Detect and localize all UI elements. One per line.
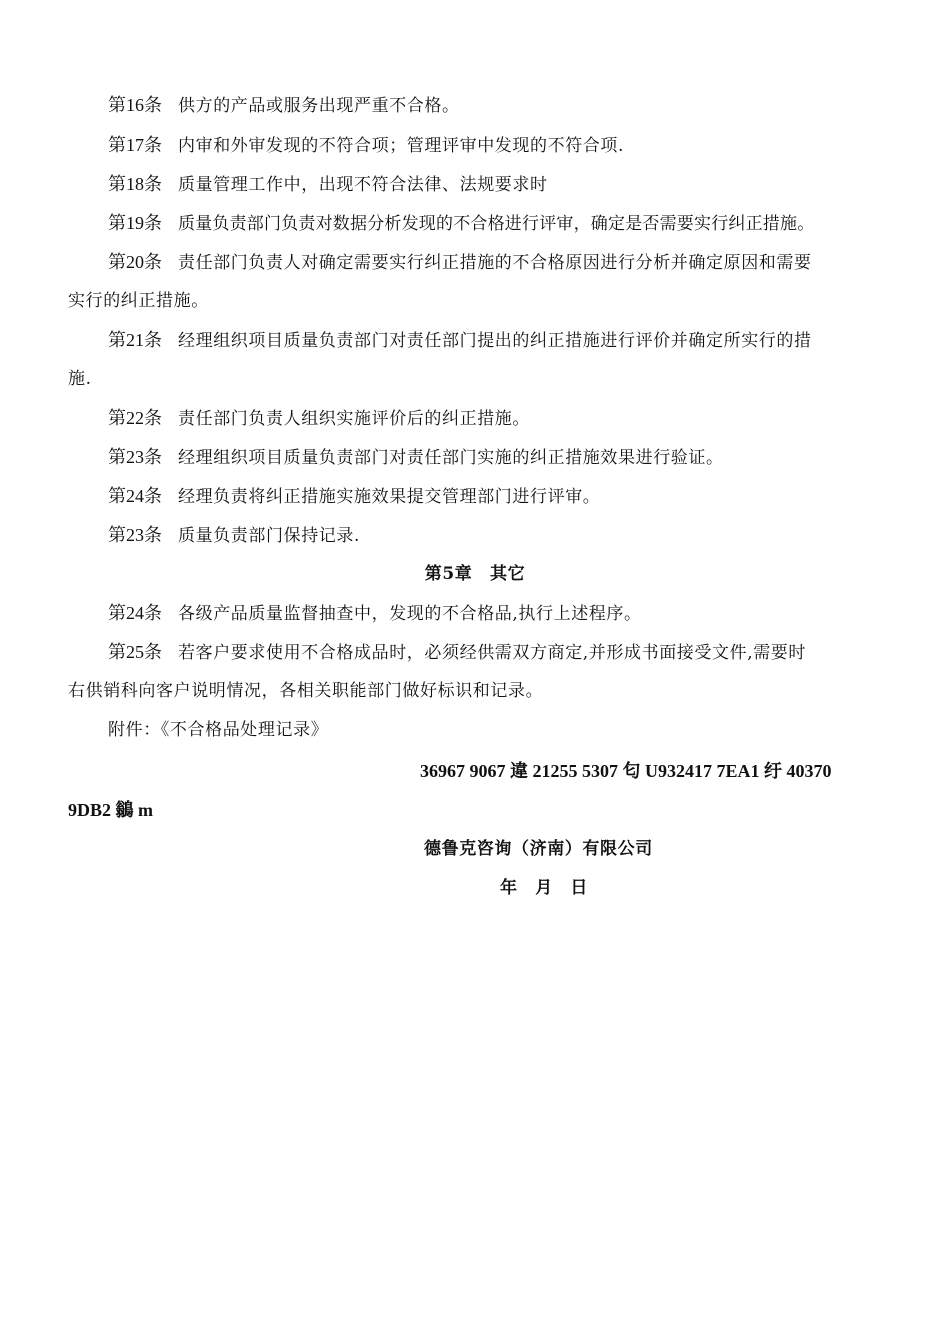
article-text: 各级产品质量监督抽查中，发现的不合格品,执行上述程序。 <box>178 604 642 624</box>
article-text: 经理组织项目质量负责部门对责任部门提出的纠正措施进行评价并确定所实行的措 <box>178 331 812 351</box>
attachment-line: 附件：《不合格品处理记录》 <box>108 720 329 740</box>
article-25-continuation: 右供销科向客户说明情况，各相关职能部门做好标识和记录。 <box>68 681 544 701</box>
article-label: 第25条 <box>108 642 162 662</box>
article-24 <box>108 485 600 508</box>
article-label: 第23条 <box>108 447 162 467</box>
code-line-2: 9DB2 鶲 m <box>68 800 153 820</box>
article-23-records <box>108 524 360 547</box>
article-21-continuation: 施. <box>68 369 92 389</box>
article-label: 第19条 <box>108 213 162 233</box>
article-24-chapter5 <box>108 602 642 625</box>
article-21 <box>108 329 812 352</box>
date-line: 年 月 日 <box>500 878 588 898</box>
article-label: 第20条 <box>108 252 162 272</box>
article-20 <box>108 251 812 274</box>
article-label: 第18条 <box>108 174 162 194</box>
article-25 <box>108 641 806 664</box>
article-text: 经理组织项目质量负责部门对责任部门实施的纠正措施效果进行验证。 <box>178 448 724 468</box>
article-label: 第16条 <box>108 95 162 115</box>
article-18 <box>108 173 548 196</box>
article-23 <box>108 446 724 469</box>
article-text: 经理负责将纠正措施实施效果提交管理部门进行评审。 <box>178 487 601 507</box>
article-label: 第24条 <box>108 603 162 623</box>
article-20-continuation: 实行的纠正措施。 <box>68 291 209 311</box>
article-text: 供方的产品或服务出现严重不合格。 <box>178 96 460 116</box>
article-label: 第22条 <box>108 408 162 428</box>
article-19 <box>108 212 814 235</box>
article-label: 第17条 <box>108 135 162 155</box>
article-label: 第23条 <box>108 525 162 545</box>
article-text: 质量负责部门负责对数据分析发现的不合格进行评审，确定是否需要实行纠正措施。 <box>178 214 815 234</box>
company-name: 德鲁克咨询（济南）有限公司 <box>424 839 653 859</box>
code-line-1: 36967 9067 違 21255 5307 匂 U932417 7EA1 纡 40370 <box>420 761 832 781</box>
article-label: 第21条 <box>108 330 162 350</box>
article-16 <box>108 94 460 117</box>
article-text: 责任部门负责人组织实施评价后的纠正措施。 <box>178 409 530 429</box>
article-text: 责任部门负责人对确定需要实行纠正措施的不合格原因进行分析并确定原因和需要 <box>178 253 812 273</box>
article-text: 质量管理工作中，出现不符合法律、法规要求时 <box>178 175 548 195</box>
article-label: 第24条 <box>108 486 162 506</box>
article-text: 内审和外审发现的不符合项；管理评审中发现的不符合项. <box>178 136 625 156</box>
article-text: 若客户要求使用不合格成品时，必须经供需双方商定,并形成书面接受文件,需要时 <box>178 643 807 663</box>
article-text: 质量负责部门保持记录. <box>178 526 361 546</box>
article-17 <box>108 134 624 157</box>
article-22 <box>108 407 530 430</box>
chapter-heading: 第5章 其它 <box>424 564 526 584</box>
